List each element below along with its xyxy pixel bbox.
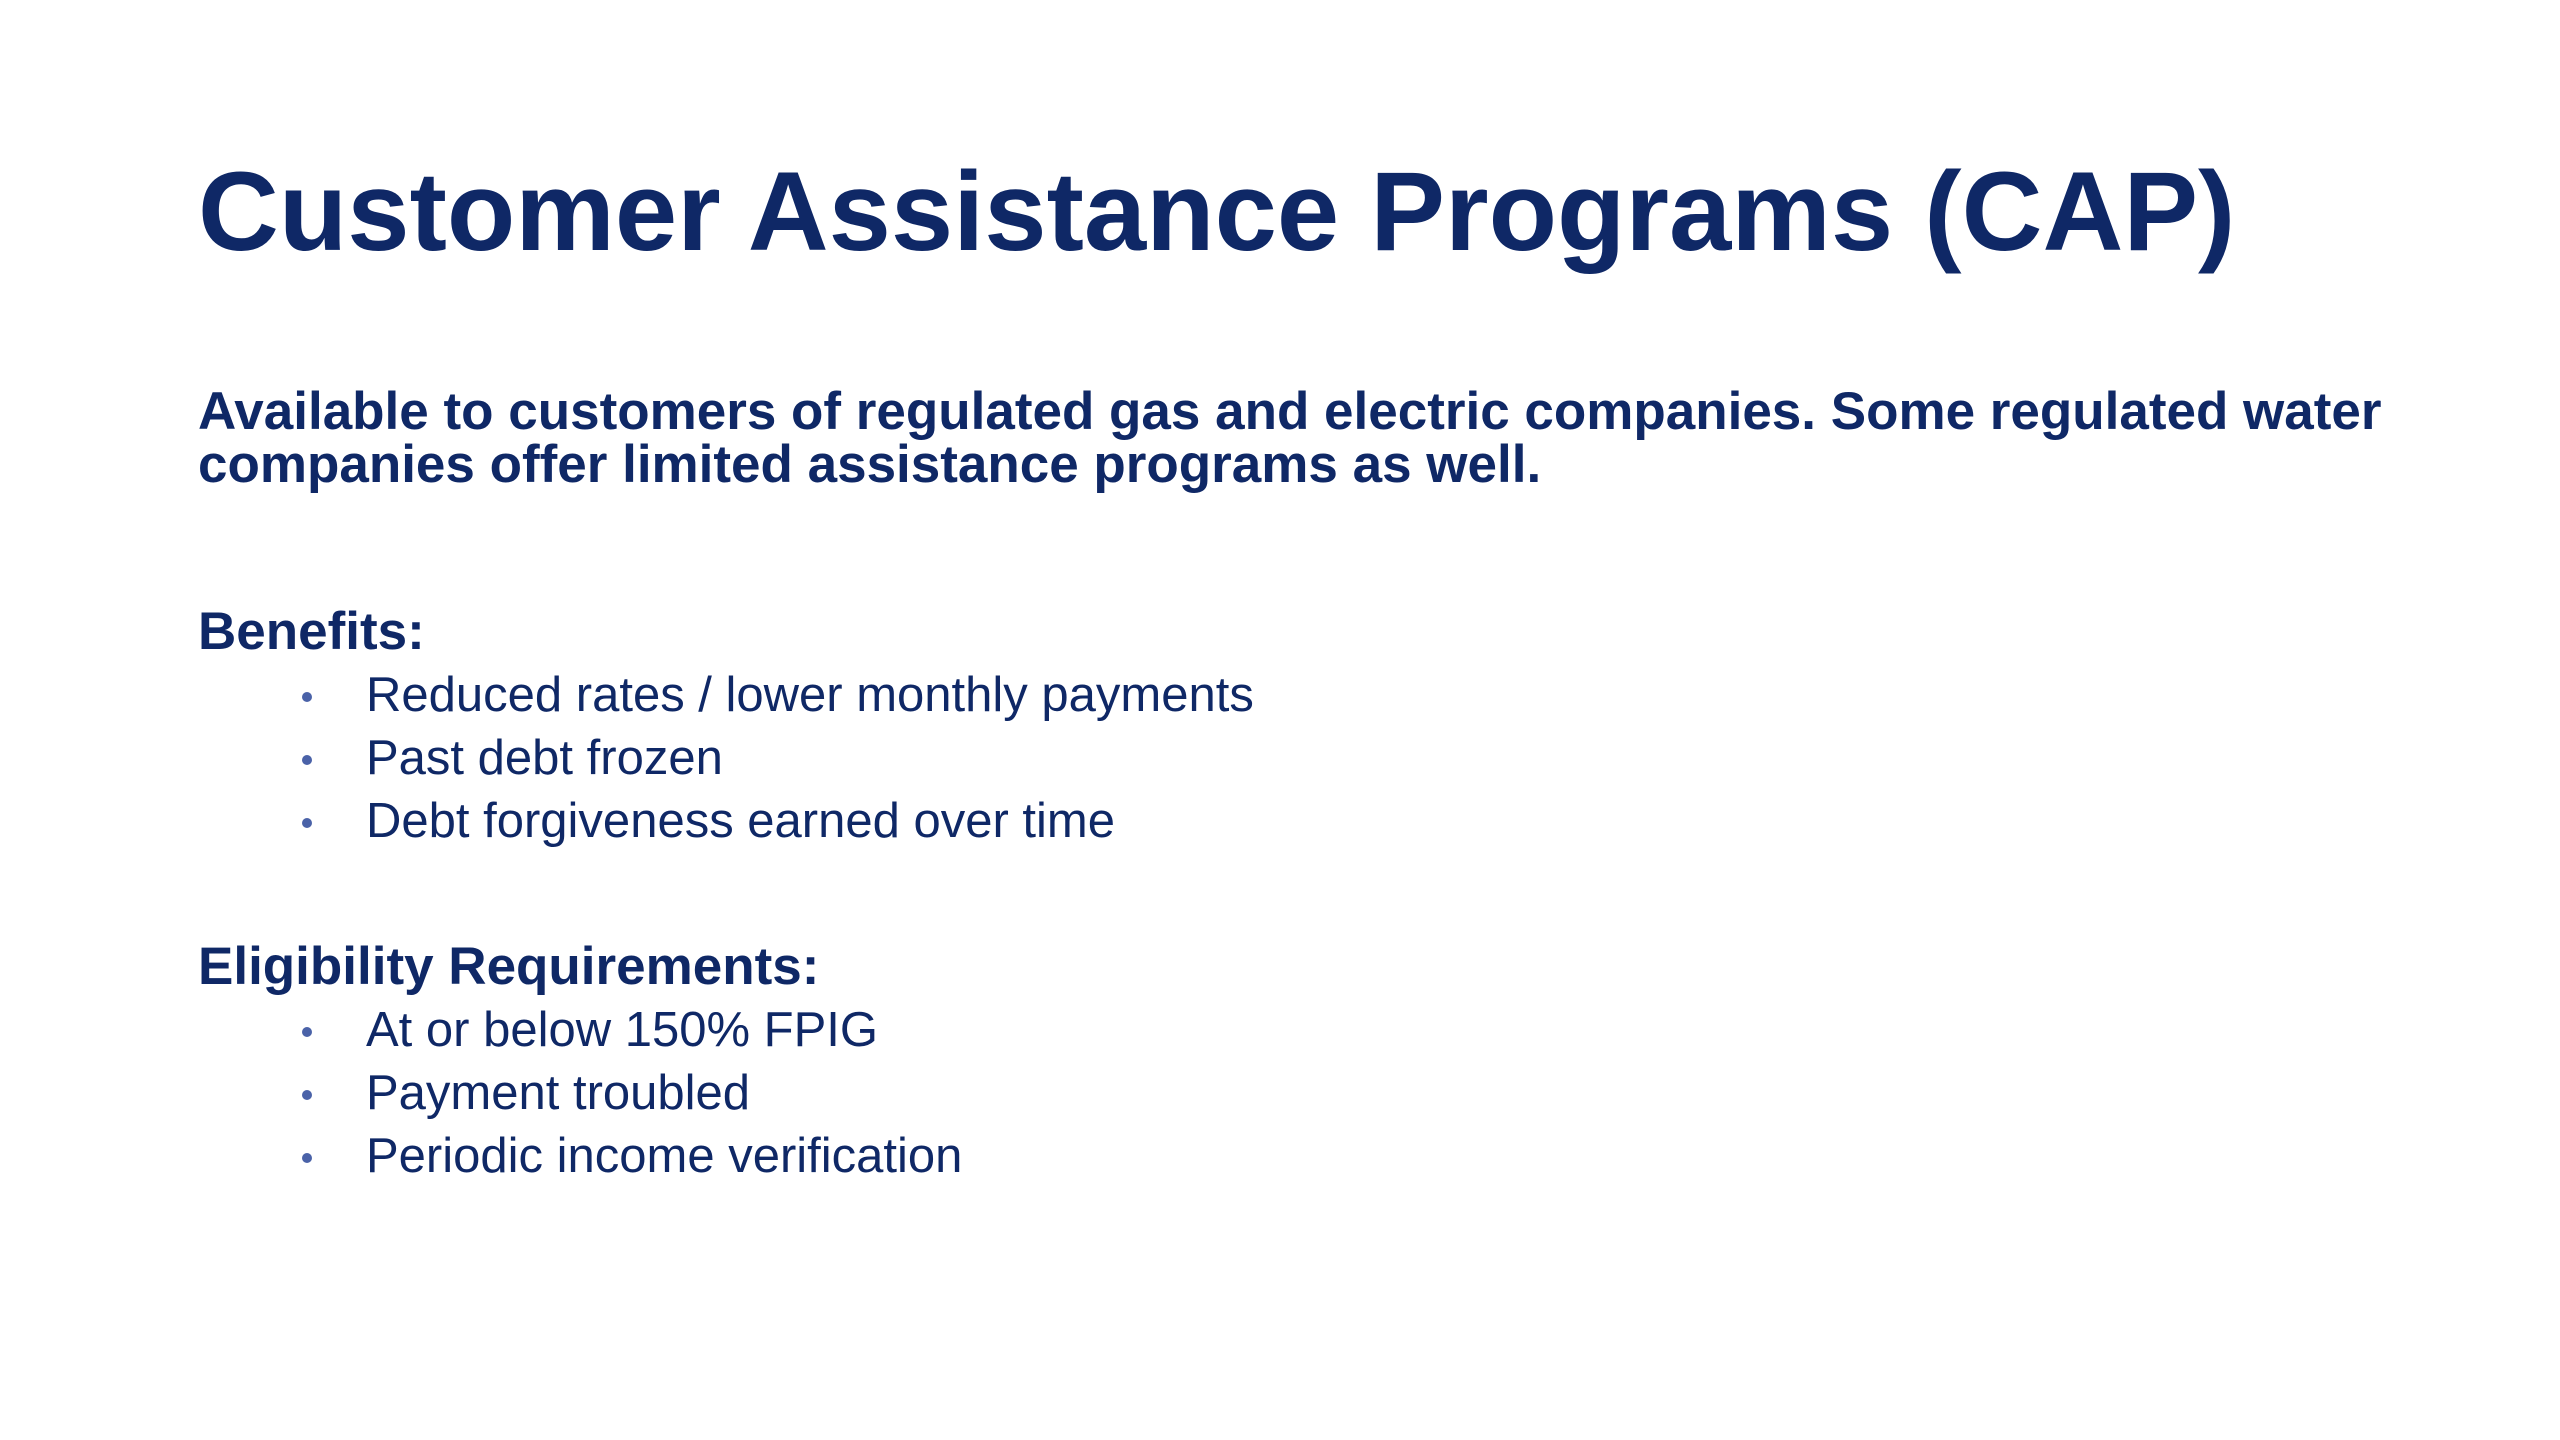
list-item-text: Periodic income verification <box>366 1128 963 1183</box>
intro-paragraph: Available to customers of regulated gas and electric companies. Some regulated water companies offer limited assistance programs as well. <box>198 382 2382 494</box>
eligibility-heading: Eligibility Requirements: <box>198 937 820 996</box>
benefits-heading: Benefits: <box>198 602 425 661</box>
list-item <box>198 790 1254 853</box>
list-item-text: Past debt frozen <box>366 730 723 785</box>
bullet-dot-icon <box>302 755 312 765</box>
list-item-text: Reduced rates / lower monthly payments <box>366 667 1254 722</box>
list-item-text: Debt forgiveness earned over time <box>366 793 1115 848</box>
bullet-dot-icon <box>302 1027 312 1037</box>
slide-title: Customer Assistance Programs (CAP) <box>198 149 2236 274</box>
bullet-dot-icon <box>302 692 312 702</box>
list-item-text: Payment troubled <box>366 1065 751 1120</box>
benefits-section <box>198 600 1254 853</box>
bullet-dot-icon <box>302 1153 312 1163</box>
list-item <box>198 727 1254 790</box>
eligibility-list <box>198 999 962 1188</box>
bullet-dot-icon <box>302 1090 312 1100</box>
list-item <box>198 664 1254 727</box>
list-item-text: At or below 150% FPIG <box>366 1002 879 1057</box>
benefits-list <box>198 664 1254 853</box>
list-item <box>198 1062 962 1125</box>
list-item <box>198 999 962 1062</box>
list-item <box>198 1125 962 1188</box>
bullet-dot-icon <box>302 818 312 828</box>
eligibility-section <box>198 935 962 1188</box>
